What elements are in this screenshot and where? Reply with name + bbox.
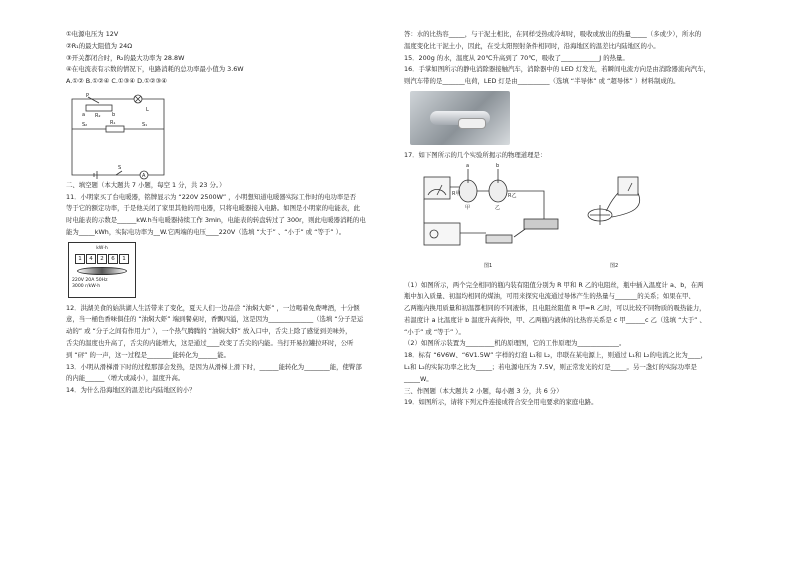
q12-line3: 动的” 或 “分子之间有作用力” ），一个热气腾腾的 “油焖大虾” 放入口中，舌尖上除了感觉到美味外， — [66, 327, 352, 336]
rheostat — [524, 219, 558, 229]
q17: 17．如下图所示的几个实验所揭示的物理道理是： — [404, 150, 547, 159]
label-r1: R₁ — [110, 119, 116, 126]
answer-choices: A.①② B.①②④ C.①③④ D.①②③④ — [66, 77, 167, 86]
q14-answer-line1: 答：水的比热容_____，与干泥土相比，在同样受热或冷却时，吸收或放出的热量_____（多或少），所水的 — [404, 30, 702, 38]
q16-line2: 则汽车带的是_______电荷，LED 灯是由__________（选填 “半导体” 或 “超导体” ）材料制成的。 — [404, 77, 680, 86]
section-3-heading: 三、作图题（本大题共 2 小题，每小题 3 分，共 6 分） — [404, 386, 563, 395]
label-a-meter: A — [142, 172, 146, 179]
q14-question: 14．为什么沿海地区的温差比内陆地区的小？ — [66, 386, 196, 395]
option-3: ③开关都闭合时，R₂的最大功率为 28.8W — [66, 53, 185, 62]
option-4: ④在电流表有示数的情况下，电路消耗的总功率最小值为 3.6W — [66, 65, 244, 74]
q18-line1: 18．标有 “6V6W、“6V1.5W” 字样的灯泡 L₁和 L₂，串联在某电源上，则通过 L₁和 L₂的电流之比为____， — [404, 351, 707, 360]
thermometers — [468, 169, 498, 183]
meter-digit: 6 — [108, 254, 118, 264]
q19: 19．如图所示，请将下列元件连接成符合安全用电要求的家庭电路。 — [404, 398, 598, 407]
figure-1-caption: 图1 — [484, 262, 493, 269]
meter-digit: 4 — [86, 254, 96, 264]
q12-line2: 意，当一桶色香味俱佳的 “油焖大虾” 端到餐桌时，香飘四溢，这是因为______________（选填 “分子是运 — [66, 315, 364, 324]
label-s2: S₂ — [82, 121, 88, 128]
q17-1-line3: 乙两瓶内换用质量和初温都相同的不同液体，且电阻丝阻值 R 甲=R 乙时，可以比较不同物质的吸热能力， — [404, 304, 706, 313]
circuit-diagram — [66, 89, 176, 181]
meter-revs: 3000 r/kW·h — [72, 283, 101, 289]
label-yi: 乙 — [495, 204, 501, 211]
option-1: ①电源电压为 12V — [66, 30, 119, 38]
figure-2-caption: 图2 — [610, 262, 619, 269]
meter-digit: 2 — [97, 254, 107, 264]
meter-spec: 220V 20A 50Hz — [72, 277, 108, 283]
section-2-heading: 二、填空题（本大题共 7 小题，每空 1 分，共 23 分。） — [66, 180, 226, 189]
right-column — [404, 30, 738, 410]
flask-yi — [489, 180, 507, 202]
q15: 15．200g 的水，温度从 20℃升高到了 70℃，吸收了____________J 的热量。 — [404, 53, 629, 62]
static-eliminator — [458, 118, 486, 129]
q16-line1: 16．手掌如图所示的静电消除器接触汽车，消除器中的 LED 灯发光，若瞬间电流方向是由消除器流向汽车， — [404, 65, 710, 74]
q11-line1: 11．小明家买了台电暖器，铭牌显示为 “220V 2500W” ，小明想知道电暖器实际工作时的电功率是否 — [66, 192, 357, 201]
q17-1-line2: 瓶中加入质量、初温均相同的煤油，可用来探究电流通过导体产生的热量与_______的关系；如果在甲、 — [404, 292, 695, 301]
rheostat-r2 — [86, 105, 112, 111]
q13-line1: 13．小明从滑梯滑下时的过程那部会发热，是因为从滑梯上滑下时，______能转化为________能，使臀部 — [66, 362, 362, 371]
q12-line5: 到 “砰” 的一声，这一过程是________能转化为______能。 — [66, 350, 231, 359]
label-p: P — [86, 92, 90, 99]
label-r-yi: R乙 — [508, 192, 517, 199]
q18-line3: _____W。 — [404, 374, 433, 383]
label-b: b — [112, 111, 116, 118]
meter-digit: 1 — [119, 254, 129, 264]
flask-jia — [459, 180, 477, 202]
meter-instrument — [424, 177, 450, 199]
label-r-jia: R甲 — [452, 190, 461, 197]
meter-disc — [77, 267, 127, 275]
q12-line1: 12．洪湖美食的始洪湖人生活带来了变化，夏天人们一边品尝 “油焖大虾” ，一边喝着免费啤酒，十分惬 — [66, 303, 360, 312]
q17-2: （2）如图所示装置为_________机的原理图，它的工作原理为_____________。 — [404, 339, 626, 348]
q11-line4: 能为_____kWh，实际电功率为__W.它两端的电压____220V（选填 “大于” 、“小于” 或 “等于” ）。 — [66, 228, 346, 237]
switch — [486, 235, 512, 243]
q18-line2: L₁和 L₂的实际功率之比为_____；若电源电压为 7.5V，则正常发光的灯是_____。另一盏灯的实际功率是 — [404, 362, 697, 371]
label-thermometer-a: a — [466, 162, 470, 169]
label-s: S — [118, 164, 122, 171]
label-thermometer-b: b — [496, 162, 500, 169]
left-column — [66, 30, 396, 398]
q12-line4: 舌尖的温度也升高了，舌尖的内能增大，这是通过____改变了舌尖的内能。当打开易拉罐拉环时，公听 — [66, 338, 354, 347]
figure-2 — [588, 177, 640, 225]
q11-line2: 等于它的额定功率，于是他关闭了家里其他的用电器，只将电暖器接入电路。如图是小明家的电能表，此 — [66, 204, 360, 213]
option-2: ②R₁的最大阻值为 24Ω — [66, 41, 133, 50]
label-r2: R₂ — [95, 112, 101, 119]
q17-1-line5: “小于” 或 “等于” ）。 — [404, 327, 465, 336]
meter-unit: kW·h — [96, 245, 108, 251]
experiment-figures — [404, 163, 734, 281]
meter-digit: 1 — [75, 254, 85, 264]
q13-line2: 的内能______（增大或减小），温度升高。 — [66, 374, 185, 383]
label-jia: 甲 — [465, 204, 471, 211]
q17-1-line4: 若温度计 a 比温度计 b 温度升高得快，甲、乙两瓶内液体的比热容关系是 c 甲______c 乙（选填 “大于” 、 — [404, 315, 706, 324]
energy-meter — [68, 242, 136, 298]
figure-1 — [424, 169, 558, 245]
power-supply — [424, 223, 460, 245]
resistor-r1 — [106, 126, 124, 132]
q17-1-line1: （1）如图所示，两个完全相同的瓶内装有阻值分别为 R 甲和 R 乙的电阻丝，瓶中插入温度计 a、b，在两 — [404, 280, 704, 289]
meter-digits — [72, 254, 132, 264]
q11-line3: 时电能表的示数是______kW.h当电暖器持续工作 3min，电能表的转盘转过了 300r，则此电暖器消耗的电 — [66, 216, 366, 225]
car-door-photo — [410, 91, 510, 145]
q14-answer-line2: 温度变化比干泥土小，因此，在受太阳照射条件相同时，沿海地区的温差比内陆地区的小。 — [404, 41, 660, 50]
label-a: a — [82, 111, 86, 118]
galvanometer — [618, 177, 638, 195]
label-s1: S₁ — [142, 121, 148, 128]
label-l: L — [146, 106, 149, 113]
